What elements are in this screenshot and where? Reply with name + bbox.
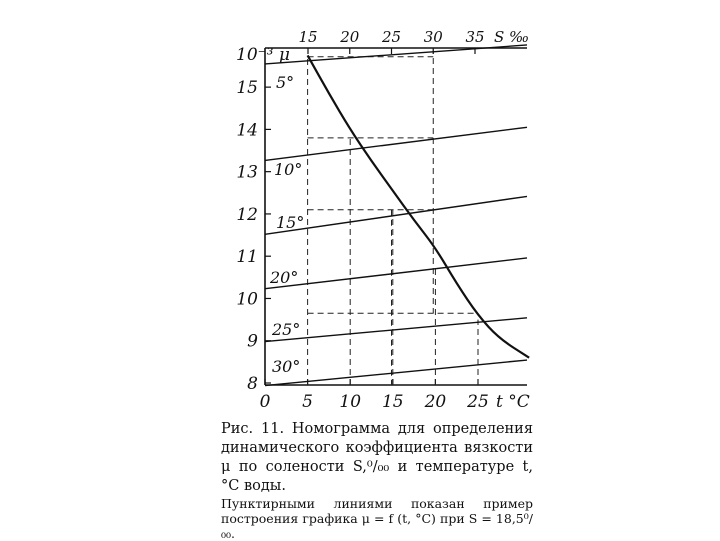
x-top-tick-label: 35 <box>465 28 485 46</box>
y-tick-label: 11 <box>236 247 258 268</box>
y-tick-label: 12 <box>236 204 258 225</box>
x-bottom-tick-label: 15 <box>381 392 404 412</box>
isotherm-label: 25° <box>272 320 301 339</box>
isotherm-label: 20° <box>270 268 299 287</box>
x-bottom-tick-label: 20 <box>424 392 447 412</box>
x-bottom-tick-label: 25 <box>467 392 489 412</box>
viscosity-curve <box>308 55 530 357</box>
y-axis-label: 10⁻³ μ <box>236 45 290 65</box>
x-top-tick-label: 25 <box>381 28 402 46</box>
x-bottom-tick-label: 5 <box>302 392 314 412</box>
isotherm-label: 30° <box>272 357 301 376</box>
y-tick-label: 15 <box>236 78 258 99</box>
x-top-tick-label: 30 <box>423 28 443 46</box>
y-tick-label: 9 <box>247 331 258 352</box>
y-tick-label: 14 <box>236 120 258 141</box>
y-tick-label: 13 <box>236 162 258 183</box>
x-top-axis-label: S ‰ <box>494 28 530 46</box>
x-top-tick-label: 20 <box>340 28 360 46</box>
isotherm-line <box>265 258 527 289</box>
y-tick-label: 8 <box>247 374 258 394</box>
x-bottom-axis-label: t °C <box>496 392 530 412</box>
viscosity-curve-line <box>308 55 530 357</box>
isotherm-label: 5° <box>276 73 295 92</box>
x-bottom-tick-label: 0 <box>259 392 271 412</box>
isotherm-line <box>265 360 527 386</box>
y-tick-label: 10 <box>236 289 258 310</box>
isotherm-label: 10° <box>274 160 303 179</box>
axis-labels <box>236 28 530 412</box>
figure-note: Пунктирными линиями показан пример построения графика μ = f (t, °C) при S = 18,5⁰/₀₀. <box>221 496 533 541</box>
isotherm-line <box>265 127 527 160</box>
isotherm-line <box>265 318 527 342</box>
x-top-tick-label: 15 <box>298 28 318 46</box>
figure-caption: Рис. 11. Номограмма для определения динамического коэффициента вязкости μ по солености S,⁰/₀₀ и температуре t, °С воды. <box>221 421 533 494</box>
x-bottom-tick-label: 10 <box>339 392 362 412</box>
isotherm-label: 15° <box>276 213 305 232</box>
